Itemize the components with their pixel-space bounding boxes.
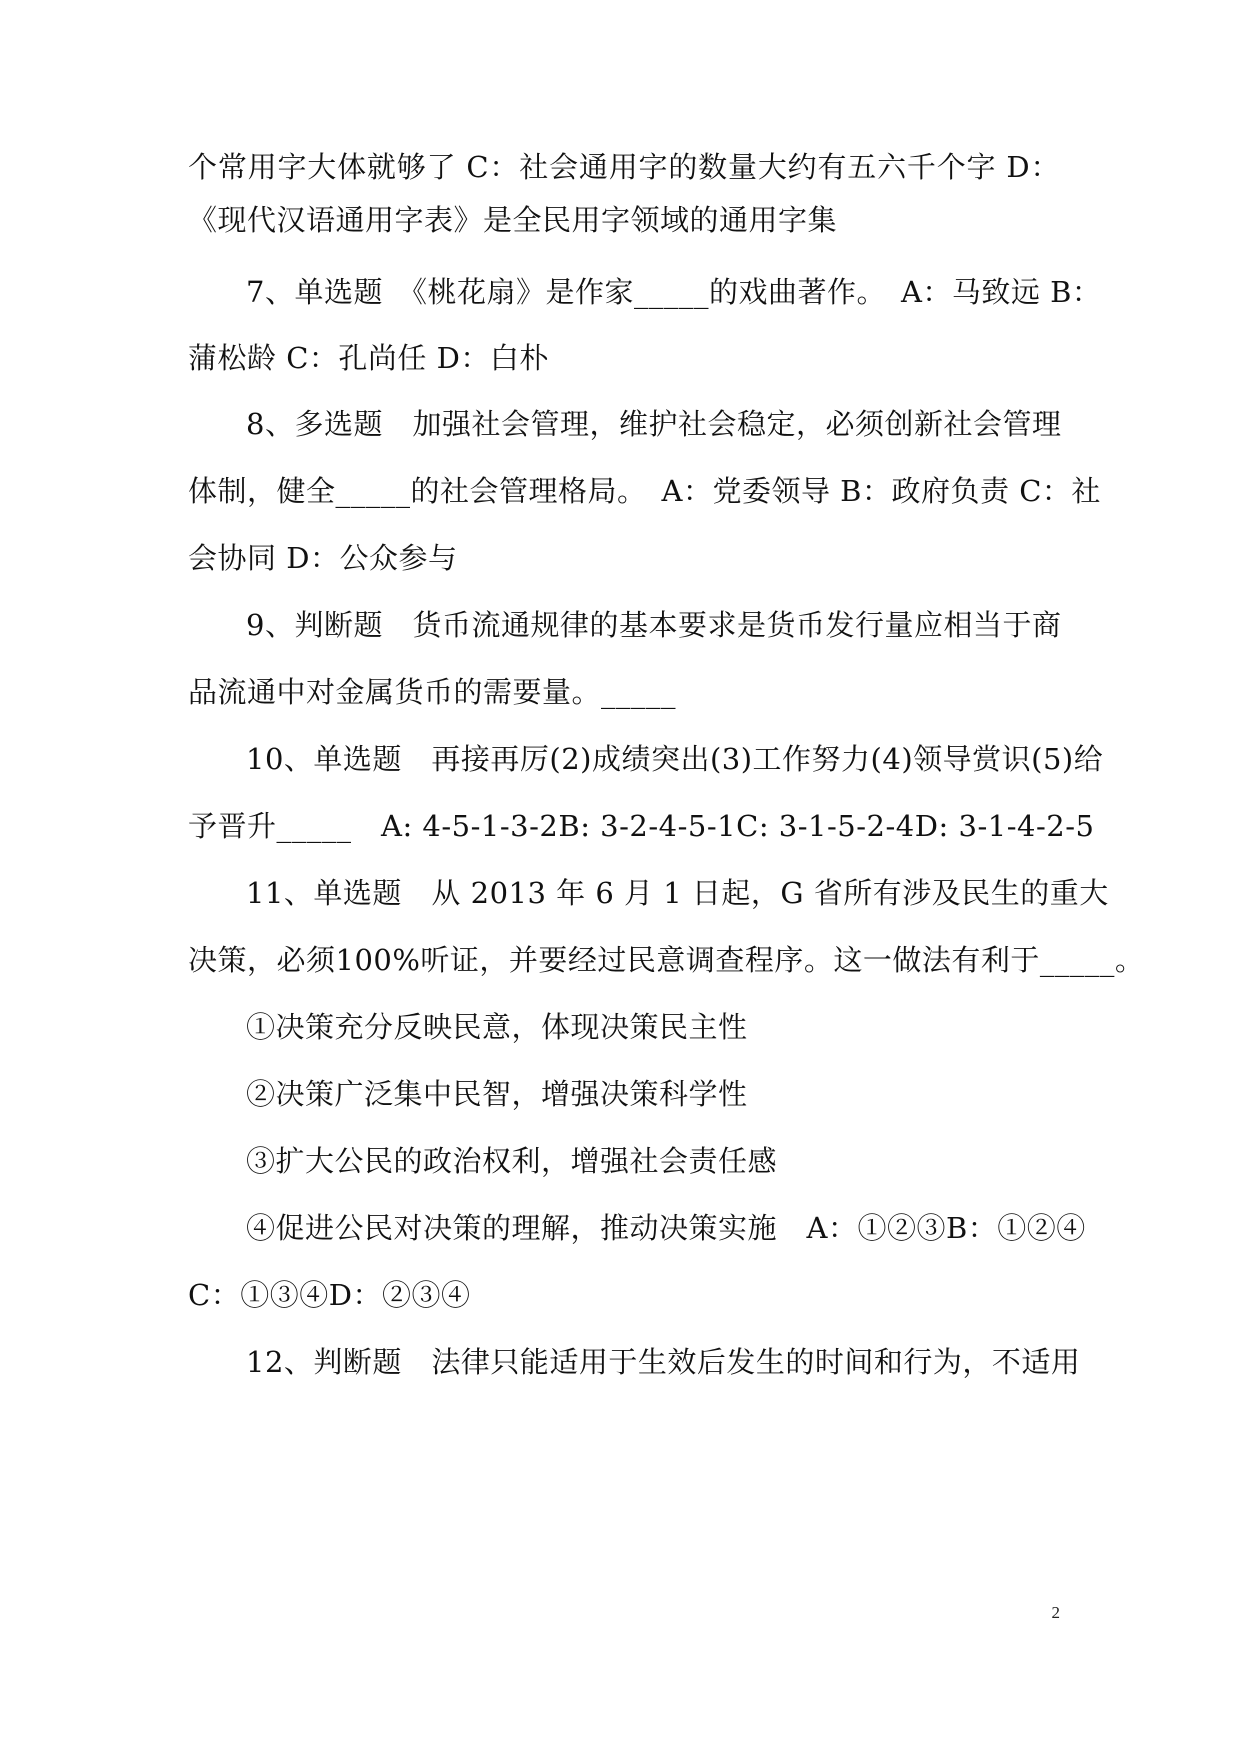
question-11-option-1: ①决策充分反映民意，体现决策民主性: [246, 1010, 748, 1044]
text-line-2: 《现代汉语通用字表》是全民用字领域的通用字集: [188, 203, 838, 237]
text-line-1: 个常用字大体就够了 C：社会通用字的数量大约有五六千个字 D：: [188, 150, 1060, 184]
question-9-line-1: 9、判断题 货币流通规律的基本要求是货币发行量应相当于商: [246, 608, 1062, 642]
question-7-line-2: 蒲松龄 C：孔尚任 D：白朴: [188, 341, 549, 375]
question-10-line-1: 10、单选题 再接再厉(2)成绩突出(3)工作努力(4)领导赏识(5)给: [246, 742, 1104, 776]
question-7-line-1: 7、单选题 《桃花扇》是作家_____的戏曲著作。 A：马致远 B：: [246, 275, 1102, 309]
question-9-line-2: 品流通中对金属货币的需要量。_____: [188, 675, 677, 709]
question-11-line-1: 11、单选题 从 2013 年 6 月 1 日起，G 省所有涉及民生的重大: [246, 876, 1109, 910]
question-11-option-2: ②决策广泛集中民智，增强决策科学性: [246, 1077, 748, 1111]
question-11-option-3: ③扩大公民的政治权利，增强社会责任感: [246, 1144, 778, 1178]
question-11-answers: C：①③④D：②③④: [188, 1278, 471, 1312]
question-11-line-2: 决策，必须100%听证，并要经过民意调查程序。这一做法有利于_____。: [188, 943, 1145, 977]
question-12-line-1: 12、判断题 法律只能适用于生效后发生的时间和行为，不适用: [246, 1345, 1081, 1379]
question-10-line-2: 予晋升_____ A: 4-5-1-3-2B: 3-2-4-5-1C: 3-1-5-2-4D: 3-1-4-2-5: [188, 809, 1095, 843]
page-number: 2: [1051, 1603, 1060, 1622]
question-8-line-2: 体制，健全_____的社会管理格局。 A：党委领导 B：政府负责 C：社: [188, 474, 1101, 508]
question-11-option-4: ④促进公民对决策的理解，推动决策实施 A：①②③B：①②④: [246, 1211, 1086, 1245]
question-8-line-3: 会协同 D：公众参与: [188, 541, 458, 575]
question-8-line-1: 8、多选题 加强社会管理，维护社会稳定，必须创新社会管理: [246, 407, 1062, 441]
